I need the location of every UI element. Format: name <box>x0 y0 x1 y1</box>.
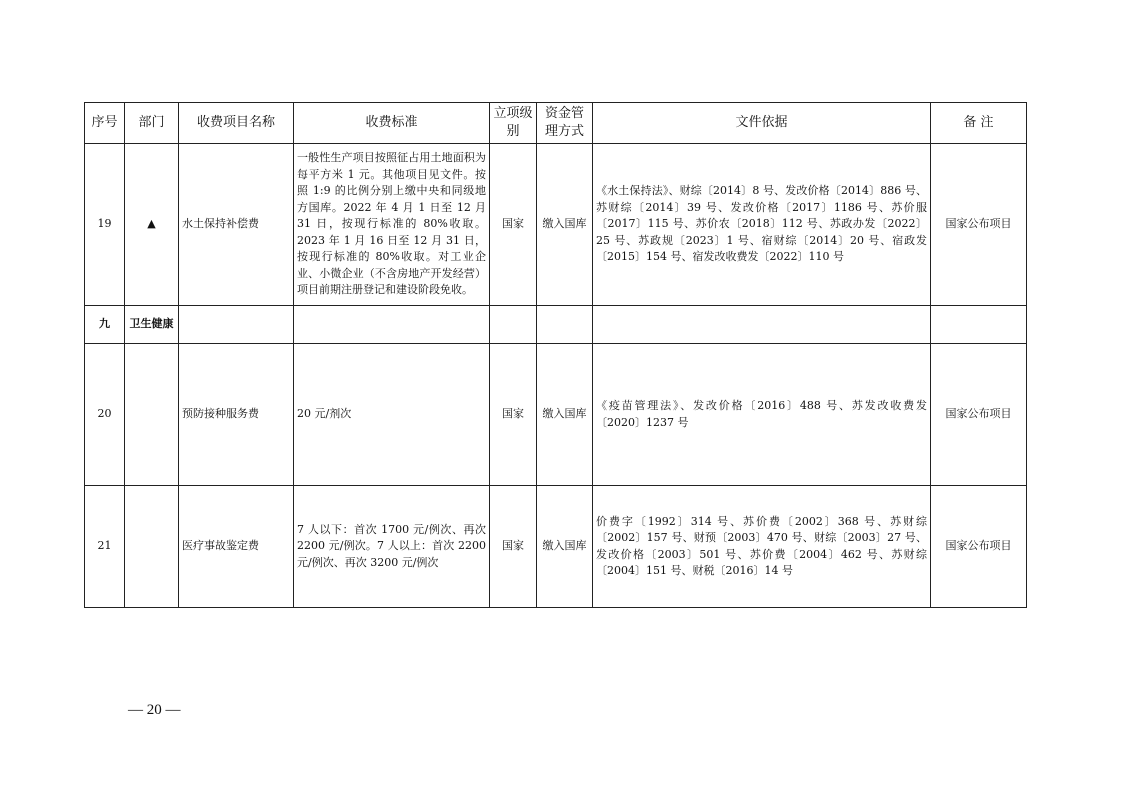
empty-cell <box>537 306 593 344</box>
header-dept: 部门 <box>125 103 179 144</box>
table-row <box>85 144 1027 306</box>
cell-standard: 7 人以下：首次 1700 元/例次、再次 2200 元/例次。7 人以上：首次 2200 元/例次、再次 3200 元/例次 <box>294 486 490 608</box>
empty-cell <box>294 306 490 344</box>
cell-basis: 《水土保持法》、财综〔2014〕8 号、发改价格〔2014〕886 号、苏财综〔2014〕39 号、发改价格〔2017〕1186 号、苏价服〔2017〕115 号、苏价农〔2018〕112 号、苏政办发〔2022〕25 号、苏政规〔2023〕1 号、宿财综〔2014〕20 号、宿政发〔2015〕154 号、宿发改收费发〔2022〕110 号 <box>593 144 931 306</box>
cell-item-name: 预防接种服务费 <box>179 344 294 486</box>
cell-item-name: 水土保持补偿费 <box>179 144 294 306</box>
empty-cell <box>179 306 294 344</box>
empty-cell <box>593 306 931 344</box>
cell-standard: 20 元/剂次 <box>294 344 490 486</box>
table-row <box>85 344 1027 486</box>
cell-remark: 国家公布项目 <box>931 144 1027 306</box>
cell-fund-mgmt: 缴入国库 <box>537 344 593 486</box>
cell-seq: 19 <box>85 144 125 306</box>
cell-basis: 价费字〔1992〕314 号、苏价费〔2002〕368 号、苏财综〔2002〕157 号、财预〔2003〕470 号、财综〔2003〕27 号、发改价格〔2003〕501 号、苏价费〔2004〕462 号、苏财综〔2004〕151 号、财税〔2016〕14 号 <box>593 486 931 608</box>
cell-dept-marker: ▲ <box>125 144 179 306</box>
cell-fund-mgmt: 缴入国库 <box>537 486 593 608</box>
cell-dept <box>125 344 179 486</box>
table-row <box>85 486 1027 608</box>
section-seq: 九 <box>85 306 125 344</box>
header-basis: 文件依据 <box>593 103 931 144</box>
header-seq: 序号 <box>85 103 125 144</box>
cell-level: 国家 <box>490 344 537 486</box>
cell-dept <box>125 486 179 608</box>
cell-fund-mgmt: 缴入国库 <box>537 144 593 306</box>
cell-seq: 21 <box>85 486 125 608</box>
section-title: 卫生健康 <box>125 306 179 344</box>
fee-table <box>84 102 1027 608</box>
table-header-row <box>85 103 1027 144</box>
header-remark: 备 注 <box>931 103 1027 144</box>
empty-cell <box>490 306 537 344</box>
header-item-name: 收费项目名称 <box>179 103 294 144</box>
cell-remark: 国家公布项目 <box>931 344 1027 486</box>
header-fund-mgmt: 资金管理方式 <box>537 103 593 144</box>
header-level: 立项级别 <box>490 103 537 144</box>
cell-level: 国家 <box>490 144 537 306</box>
cell-remark: 国家公布项目 <box>931 486 1027 608</box>
cell-level: 国家 <box>490 486 537 608</box>
cell-item-name: 医疗事故鉴定费 <box>179 486 294 608</box>
cell-basis: 《疫苗管理法》、发改价格〔2016〕488 号、苏发改收费发〔2020〕1237 号 <box>593 344 931 486</box>
page-number: — 20 — <box>128 702 181 718</box>
section-row <box>85 306 1027 344</box>
header-standard: 收费标准 <box>294 103 490 144</box>
empty-cell <box>931 306 1027 344</box>
cell-seq: 20 <box>85 344 125 486</box>
cell-standard: 一般性生产项目按照征占用土地面积为每平方米 1 元。其他项目见文件。按照 1:9 的比例分别上缴中央和同级地方国库。2022 年 4 月 1 日至 12 月 31 日，按现行标准的 80%收取。2023 年 1 月 16 日至 12 月 31 日，按现行标准的 80%收取。对工业企业、小微企业（不含房地产开发经营）项目前期注册登记和建设阶段免收。 <box>294 144 490 306</box>
